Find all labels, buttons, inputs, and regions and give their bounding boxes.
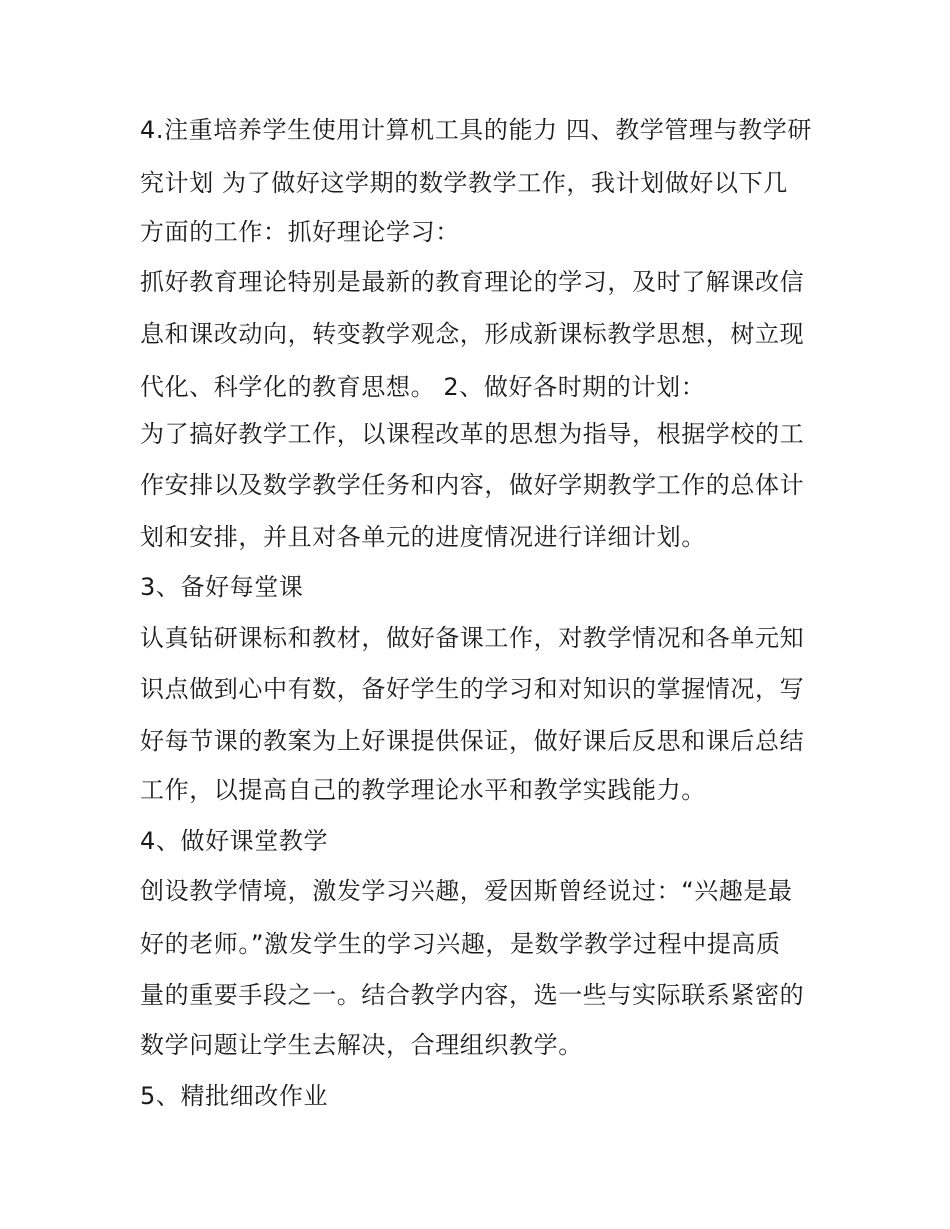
text-line: 数学问题让学生去解决，合理组织教学。 [140,1031,583,1059]
section-heading: 5、精批细改作业 [140,1082,329,1110]
section-heading: 4、做好课堂教学 [140,827,329,855]
text-line: 创设教学情境，激发学习兴趣，爱因斯曾经说过：“兴趣是最 [140,877,793,905]
text-line: 息和课改动向，转变教学观念，形成新课标教学思想，树立现 [140,320,805,348]
text-line: 究计划 为了做好这学期的数学教学工作，我计划做好以下几 [140,169,788,197]
text-line: 划和安排，并且对各单元的进度情况进行详细计划。 [140,523,706,551]
text-line: 识点做到心中有数，备好学生的学习和对知识的掌握情况，写 [140,675,805,703]
text-line: 认真钻研课标和教材，做好备课工作，对教学情况和各单元知 [140,624,805,652]
text-line: 好的老师。”激发学生的学习兴趣，是数学教学过程中提高质 [140,930,781,958]
text-line: 代化、科学化的教育思想。 2、做好各时期的计划： [140,373,706,401]
text-line: 为了搞好教学工作，以课程改革的思想为指导，根据学校的工 [140,420,805,448]
text-line: 量的重要手段之一。结合教学内容，选一些与实际联系紧密的 [140,981,805,1009]
section-heading: 3、备好每堂课 [140,573,304,601]
text-line: 好每节课的教案为上好课提供保证，做好课后反思和课后总结 [140,727,805,755]
text-line: 工作，以提高自己的教学理论水平和教学实践能力。 [140,776,706,804]
text-line: 方面的工作：抓好理论学习： [140,218,460,246]
text-line: 4.注重培养学生使用计算机工具的能力 四、教学管理与教学研 [140,116,812,144]
text-line: 抓好教育理论特别是最新的教育理论的学习，及时了解课改信 [140,268,805,296]
text-line: 作安排以及数学教学任务和内容，做好学期教学工作的总体计 [140,471,805,499]
